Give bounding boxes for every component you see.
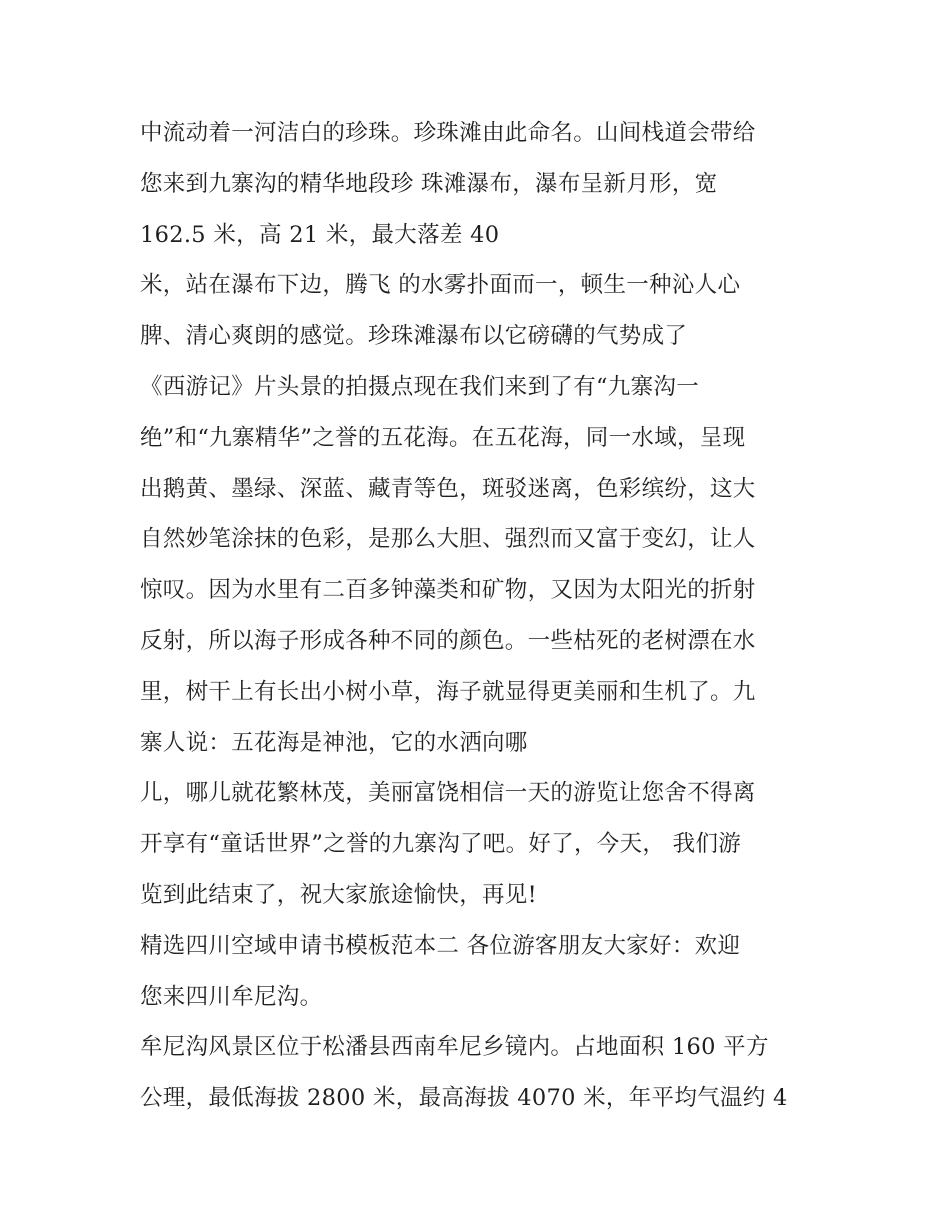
text-line: 《西游记》片头景的拍摄点现在我们来到了有“九寨沟一 [140,373,700,400]
text-line: 中流动着一河洁白的珍珠。珍珠滩由此命名。山间栈道会带给 [140,120,756,146]
text-line: 惊叹。因为水里有二百多钟藻类和矿物，又因为太阳光的折射 [140,577,756,604]
text-line: 儿，哪儿就花繁林茂，美丽富饶相信一天的游览让您舍不得离 [140,780,756,807]
text-line: 脾、清心爽朗的感觉。珍珠滩瀑布以它磅礴的气势成了 [140,323,688,350]
text-line: 精选四川空域申请书模板范本二 各位游客朋友大家好：欢迎 [140,932,741,959]
text-line: 自然妙笔涂抹的色彩，是那么大胆、强烈而又富于变幻，让人 [140,526,756,553]
text-line: 出鹅黄、墨绿、深蓝、藏青等色，斑驳迷离，色彩缤纷，这大 [140,475,756,502]
text-line: 米，站在瀑布下边，腾飞 的水雾扑面而一，顿生一种沁人心 [140,272,741,299]
body-text [140,108,830,1124]
text-line: 162.5 米，高 21 米，最大落差 40 [140,221,500,248]
text-line: 公理，最低海拔 2800 米，最高海拔 4070 米，年平均气温约 4 [140,1085,788,1112]
text-line: 您来四川牟尼沟。 [140,983,323,1010]
text-line: 绝”和“九寨精华”之誉的五花海。在五花海，同一水域，呈现 [140,424,746,451]
text-line: 览到此结束了，祝大家旅途愉快，再见! [140,881,537,908]
text-line: 反射，所以海子形成各种不同的颜色。一些枯死的老树漂在水 [140,627,756,654]
text-line: 牟尼沟风景区位于松潘县西南牟尼乡镜内。占地面积 160 平方 [140,1034,769,1061]
text-line: 里，树干上有长出小树小草，海子就显得更美丽和生机了。九 [140,678,756,705]
text-line: 您来到九寨沟的精华地段珍 珠滩瀑布，瀑布呈新月形，宽 [140,170,718,197]
text-line: 开享有“童话世界”之誉的九寨沟了吧。好了，今天， 我们游 [140,831,742,858]
text-line: 寨人说：五花海是神池，它的水洒向哪 [140,729,528,756]
